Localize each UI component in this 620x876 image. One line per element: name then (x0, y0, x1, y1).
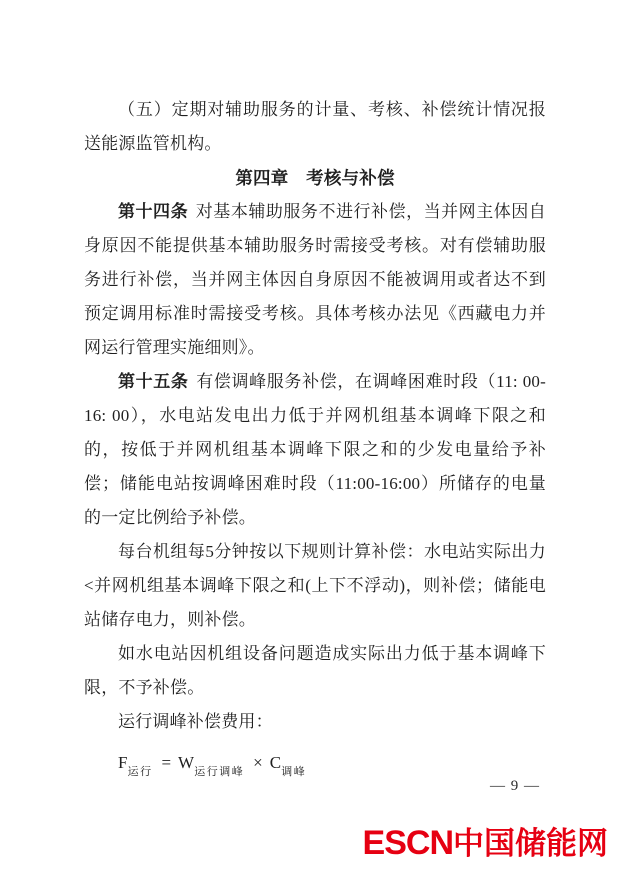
logo-chinese-text: 中国储能网 (453, 826, 608, 861)
multiply-sign: × (253, 753, 263, 772)
exception-paragraph: 如水电站因机组设备问题造成实际出力低于基本调峰下限，不予补偿。 (84, 644, 546, 697)
formula-lhs-sub: 运行 (127, 766, 153, 779)
rule-paragraph: 每台机组每5分钟按以下规则计算补偿：水电站实际出力<并网机组基本调峰下限之和(上下不浮动)，则补偿；储能电站储存电力，则补偿。 (84, 542, 546, 629)
fee-label-paragraph: 运行调峰补偿费用： (118, 712, 273, 731)
formula-w-var: W (178, 753, 195, 772)
formula-c-sub: 调峰 (281, 766, 307, 779)
formula-lhs-var: F (118, 753, 128, 772)
formula-c-var: C (269, 753, 282, 772)
article-15-lead: 第十五条 (118, 372, 189, 391)
compensation-formula (84, 743, 546, 789)
intro-paragraph: （五）定期对辅助服务的计量、考核、补偿统计情况报送能源监管机构。 (84, 100, 546, 153)
equals-sign: = (161, 753, 172, 772)
article-14-body: 对基本辅助服务不进行补偿，当并网主体因自身原因不能提供基本辅助服务时需接受考核。对有偿辅助服务进行补偿，当并网主体因自身原因不能被调用或者达不到预定调用标准时需接受考核。具体考核办法见《西藏电力并网运行管理实施细则》。 (84, 202, 546, 357)
chapter-heading: 第四章 考核与补偿 (235, 168, 395, 188)
page-content (84, 93, 546, 789)
article-14-lead: 第十四条 (118, 202, 189, 221)
escn-logo (363, 826, 608, 867)
logo-latin-text: ESCN (362, 824, 453, 862)
article-14-paragraph (84, 195, 546, 365)
article-15-body: 有偿调峰服务补偿，在调峰困难时段（11: 00-16: 00），水电站发电出力低于并网机组基本调峰下限之和的，按低于并网机组基本调峰下限之和的少发电量给予补偿；储能电站按调峰困难时段（11:00-16:00）所储存的电量的一定比例给予补偿。 (84, 372, 546, 527)
page-number: — 9 — (490, 778, 540, 794)
article-15-paragraph (84, 365, 546, 535)
formula-w-sub: 运行调峰 (194, 766, 245, 779)
